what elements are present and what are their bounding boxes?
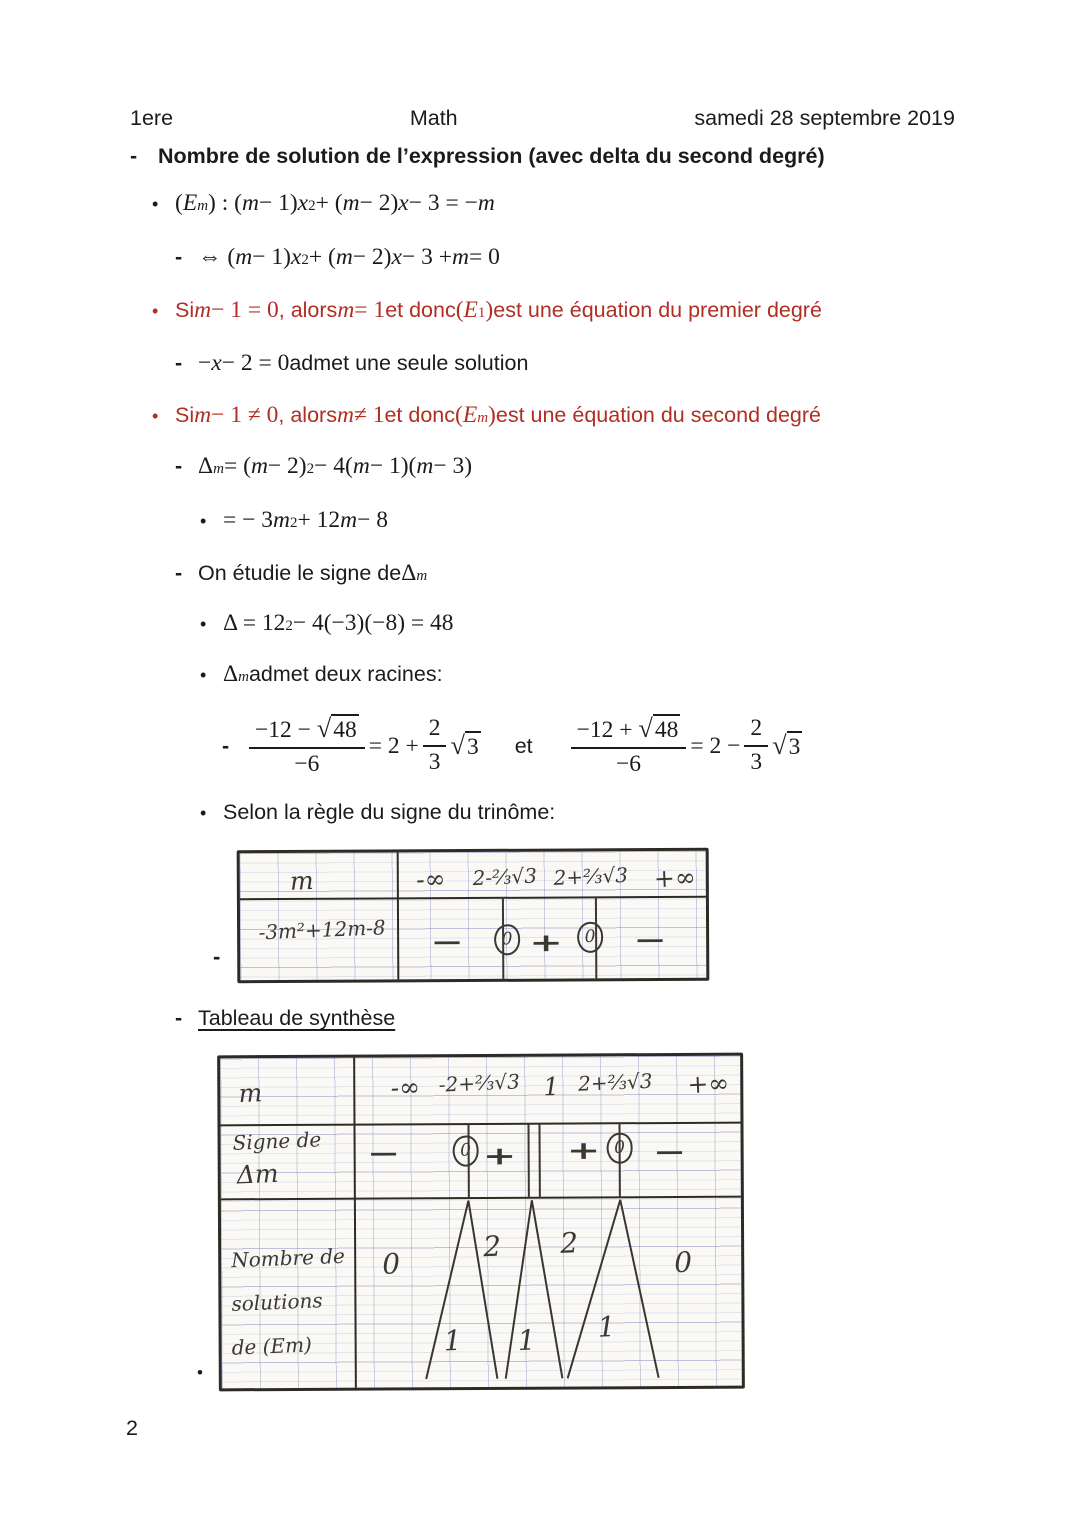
t2-count-1c: 1 bbox=[597, 1309, 617, 1344]
math-line-synthese: - Tableau de synthèse bbox=[175, 1006, 396, 1030]
math-line-etude-signe: - On étudie le signe de Δ m bbox=[175, 560, 428, 586]
t2-label-nombre: Nombre de bbox=[231, 1244, 346, 1273]
math-line-regle: • Selon la règle du signe du trinôme: bbox=[200, 800, 556, 824]
t2-label-em: de (Em) bbox=[231, 1332, 313, 1360]
bullet-marker: • bbox=[152, 194, 159, 214]
table-column-divider bbox=[397, 852, 400, 979]
table-row-divider bbox=[240, 896, 706, 901]
t2-zero-2: 0 bbox=[606, 1133, 633, 1165]
section-title bbox=[130, 144, 825, 169]
table-row-divider bbox=[220, 1121, 740, 1126]
header-subject: Math bbox=[409, 106, 458, 130]
t2-count-0a: 0 bbox=[381, 1247, 401, 1282]
math-line-equiv: - ⇔ ( m − 1) x 2 + ( m − 2) x − 3 + m = 0 bbox=[175, 244, 500, 270]
t1-root2: 2+⅔√3 bbox=[553, 863, 629, 891]
t1-minus-inf: -∞ bbox=[415, 863, 446, 894]
math-line-roots: - $\frac{-12 - √48}{-6}$ = 2 + $\frac{2}{3}$ √3 et $\frac{-12 + √48}{-6}$ = 2 − $\frac{2}{3}$ √3 bbox=[222, 714, 801, 777]
t2-label-solutions: solutions bbox=[231, 1287, 324, 1316]
square-root: √3 bbox=[450, 731, 479, 760]
header-date: samedi 28 septembre 2019 bbox=[694, 106, 955, 130]
t2-label-delta: Δm bbox=[235, 1158, 279, 1189]
boundary-line bbox=[539, 1123, 541, 1197]
table-column-divider bbox=[353, 1058, 357, 1388]
t2-sign-neg-1: − bbox=[367, 1139, 401, 1169]
t1-poly: -3m²+12m-8 bbox=[258, 915, 387, 945]
fraction: $\frac{-12 + √48}{-6}$ bbox=[571, 713, 687, 778]
t2-count-2a: 2 bbox=[482, 1230, 502, 1264]
t1-zero-1: 0 bbox=[493, 923, 520, 955]
boundary-line bbox=[528, 1123, 530, 1197]
dash-marker: - bbox=[175, 1006, 183, 1030]
math-line-delta-expanded: • = − 3 m 2 + 12 m − 8 bbox=[200, 507, 389, 533]
section-title-text: Nombre de solution de l’expression (avec delta du second degré) bbox=[157, 144, 825, 168]
t2-sign-pos-2: + bbox=[566, 1136, 601, 1166]
t2-count-0b: 0 bbox=[673, 1245, 693, 1280]
bullet-marker: • bbox=[200, 614, 207, 634]
synthesis-table bbox=[217, 1053, 745, 1392]
math-line-em: • ( E m ) : ( m − 1) x 2 + ( m − 2) x − 3 = − m bbox=[152, 190, 495, 216]
square-root: √3 bbox=[772, 731, 801, 760]
dash-marker: - bbox=[175, 245, 183, 269]
t1-root1: 2-⅔√3 bbox=[471, 863, 538, 891]
dash-marker: - bbox=[175, 454, 183, 478]
t2-label-signe: Signe de bbox=[232, 1126, 322, 1155]
t1-sign-neg-1: − bbox=[430, 927, 465, 957]
dash-marker: - bbox=[175, 351, 183, 375]
dash-marker: - bbox=[222, 733, 230, 758]
fraction: $\frac{2}{3}$ bbox=[744, 715, 768, 776]
t1-plus-inf: +∞ bbox=[653, 862, 697, 893]
bullet-marker: • bbox=[200, 511, 207, 531]
t1-sign-neg-2: − bbox=[632, 925, 667, 955]
page-number: 2 bbox=[126, 1416, 138, 1440]
square-root: √48 bbox=[316, 714, 357, 744]
math-line-case1: • Si m − 1 = 0 , alors m = 1 et donc ( E 1 ) est une équation du premier degré bbox=[152, 297, 822, 323]
t2-root1: -2+⅔√3 bbox=[438, 1069, 521, 1098]
bullet-marker: • bbox=[152, 301, 159, 321]
t2-zero-1: 0 bbox=[452, 1135, 479, 1167]
t2-var: m bbox=[237, 1078, 263, 1109]
bullet-marker: • bbox=[152, 406, 159, 426]
t2-plus-inf: +∞ bbox=[687, 1068, 731, 1100]
t2-one: 1 bbox=[542, 1071, 561, 1102]
t2-minus-inf: -∞ bbox=[390, 1072, 421, 1103]
bullet-marker: • bbox=[200, 665, 207, 685]
math-line-delta-of-delta: • Δ = 12 2 − 4(−3)(−8) = 48 bbox=[200, 610, 454, 636]
t2-sign-pos-1: + bbox=[482, 1141, 517, 1171]
sign-table-trinome bbox=[237, 848, 710, 983]
t2-count-1b: 1 bbox=[516, 1323, 536, 1357]
bullet-marker: • bbox=[197, 1363, 203, 1382]
t2-sign-neg-2: − bbox=[652, 1137, 687, 1167]
bullet-marker: • bbox=[200, 803, 207, 823]
square-root: √48 bbox=[638, 714, 679, 744]
t2-count-2b: 2 bbox=[559, 1226, 579, 1261]
dash-marker: - bbox=[175, 561, 183, 585]
dash-marker: - bbox=[130, 144, 138, 168]
table-row-divider bbox=[221, 1195, 741, 1200]
math-line-case2: • Si m − 1 ≠ 0 , alors m ≠ 1 et donc ( E m ) est une équation du second degré bbox=[152, 402, 822, 428]
t1-var: m bbox=[289, 865, 315, 896]
header-class-level: 1ere bbox=[130, 106, 174, 130]
math-line-case1-sol: - − x − 2 = 0 admet une seule solution bbox=[175, 350, 529, 376]
fraction: $\frac{2}{3}$ bbox=[423, 715, 447, 776]
t2-count-1a: 1 bbox=[443, 1323, 463, 1358]
t2-root2: 2+⅔√3 bbox=[577, 1069, 653, 1097]
t1-zero-2: 0 bbox=[577, 922, 604, 954]
fraction: $\frac{-12 - √48}{-6}$ bbox=[249, 713, 365, 778]
dash-marker: - bbox=[213, 944, 221, 969]
math-line-racines: • Δ m admet deux racines: bbox=[200, 661, 443, 687]
t1-sign-pos: + bbox=[529, 928, 564, 958]
page-header bbox=[130, 106, 955, 131]
math-line-delta-m: - Δ m = ( m − 2) 2 − 4( m − 1)( m − 3) bbox=[175, 453, 473, 479]
